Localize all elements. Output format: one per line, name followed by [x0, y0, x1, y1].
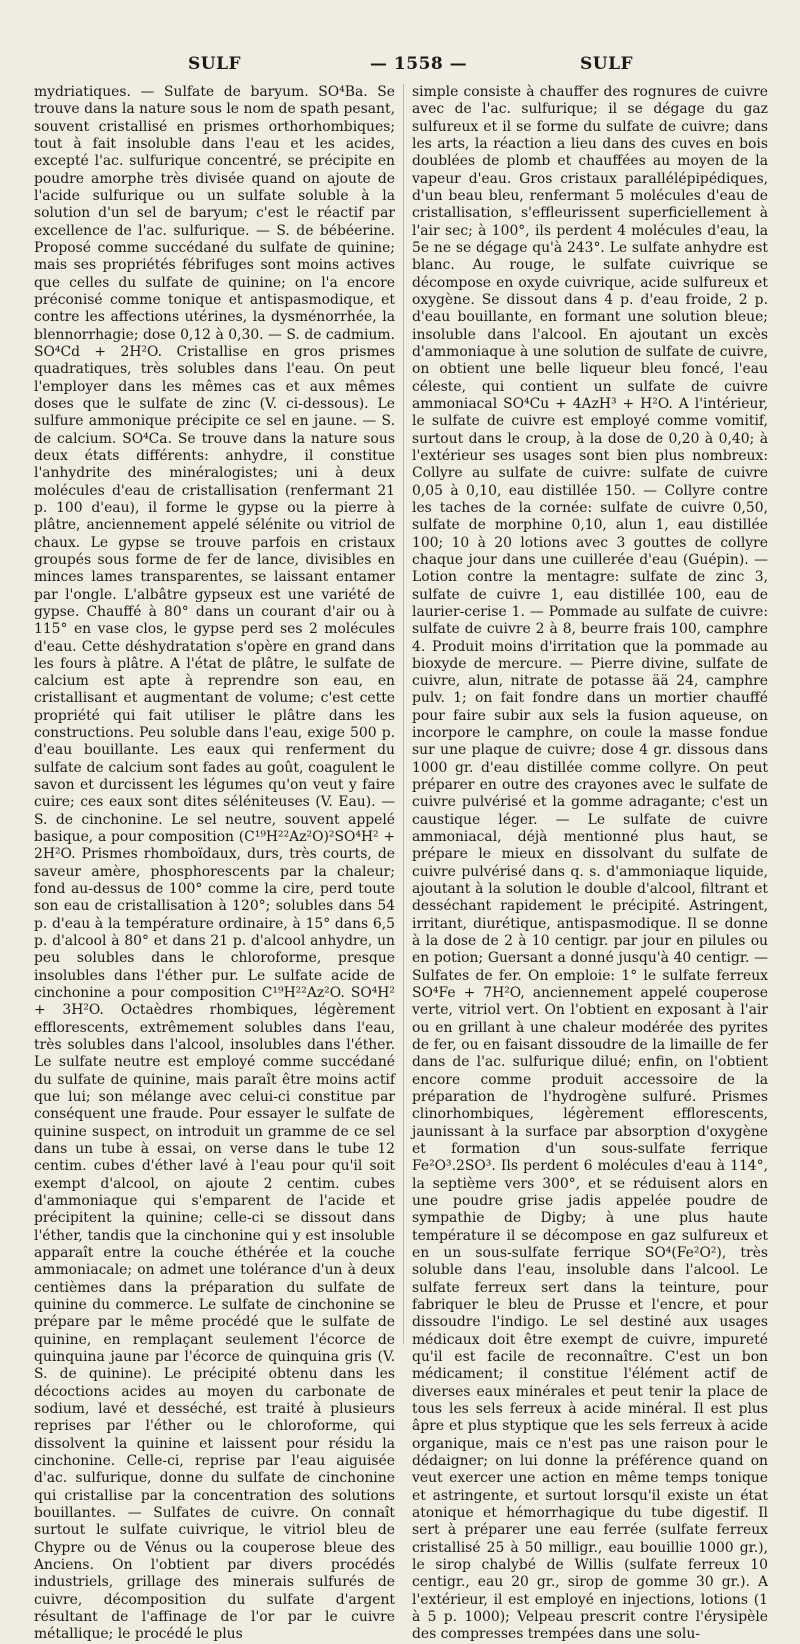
- running-header: [40, 54, 800, 80]
- page-number: — 1558 —: [370, 54, 468, 74]
- left-column-text: mydriatiques. — Sulfate de baryum. SO⁴Ba. Se trouve dans la nature sous le nom de spath pesant, souvent cristallisé en prismes orthorhombiques; tout à fait insoluble dans l'eau et les acides, excepté l'ac. sulfurique concentré, se précipite en poudre amorphe très divisée quand on ajoute de l'acide sulfurique ou un sulfate soluble à la solution d'un sel de baryum; c'est le réactif par excellence de l'ac. sulfurique. — S. de bébéerine. Proposé comme succédané du sulfate de quinine; mais ses propriétés fébrifuges sont moins actives que celles du sulfate de quinine; on l'a encore préconisé comme tonique et antispasmodique, et contre les affections utérines, la dysménorrhée, la blennorrhagie; dose 0,12 à 0,30. — S. de cadmium. SO⁴Cd + 2H²O. Cristallise en gros prismes quadratiques, très solubles dans l'eau. On peut l'employer dans les mêmes cas et aux mêmes doses que le sulfate de zinc (V. ci-dessous). Le sulfure ammonique précipite ce sel en jaune. — S. de calcium. SO⁴Ca. Se trouve dans la nature sous deux états différents: anhydre, il constitue l'anhydrite des minéralogistes; uni à deux molécules d'eau de cristallisation (renfermant 21 p. 100 d'eau), il forme le gypse ou la pierre à plâtre, anciennement appelé sélénite ou vitriol de chaux. Le gypse se trouve parfois en cristaux groupés sous forme de fer de lance, divisibles en minces lames transparentes, se laissant entamer par l'ongle. L'albâtre gypseux est une variété de gypse. Chauffé à 80° dans un courant d'air ou à 115° en vase clos, le gypse perd ses 2 molécules d'eau. Cette déshydratation s'opère en grand dans les fours à plâtre. A l'état de plâtre, le sulfate de calcium est apte à reprendre son eau, en cristallisant et augmentant de volume; c'est cette propriété qui fait utiliser le plâtre dans les constructions. Peu soluble dans l'eau, exige 500 p. d'eau bouillante. Les eaux qui renferment du sulfate de calcium sont fades au goût, coagulent le savon et durcissent les légumes qu'on veut y faire cuire; ces eaux sont dites séléniteuses (V. Eau). — S. de cinchonine. Le sel neutre, souvent appelé basique, a pour composition (C¹⁹H²²Az²O)²SO⁴H² + 2H²O. Prismes rhomboïdaux, durs, très courts, de saveur amère, phosphorescents par la chaleur; fond au-dessus de 100° comme la cire, perd toute son eau de cristallisation à 120°; solubles dans 54 p. d'eau à la température ordinaire, à 15° dans 6,5 p. d'alcool à 80° et dans 21 p. d'alcool anhydre, un peu solubles dans le chloroforme, presque insolubles dans l'éther pur. Le sulfate acide de cinchonine a pour composition C¹⁹H²²Az²O. SO⁴H² + 3H²O. Octaèdres rhombiques, légèrement efflorescents, extrêmement solubles dans l'eau, très solubles dans l'alcool, insolubles dans l'éther. Le sulfate neutre est employé comme succédané du sulfate de quinine, mais paraît être moins actif que lui; son mélange avec celui-ci constitue par conséquent une fraude. Pour essayer le sulfate de quinine suspect, on introduit un gramme de ce sel dans un tube à essai, on verse dans le tube 12 centim. cubes d'éther lavé à l'eau pour qu'il soit exempt d'alcool, on ajoute 2 centim. cubes d'ammoniaque qui s'emparent de l'acide et précipitent la quinine; celle-ci se dissout dans l'éther, tandis que la cinchonine qui y est insoluble apparaît entre la couche éthérée et la couche ammoniacale; on admet une tolérance d'un à deux centièmes dans la préparation du sulfate de quinine du commerce. Le sulfate de cinchonine se prépare par le même procédé que le sulfate de quinine, en remplaçant seulement l'écorce de quinquina jaune par l'écorce de quinquina gris (V. S. de quinine). Le précipité obtenu dans les décoctions acides au moyen du carbonate de sodium, lavé et desséché, est traité à plusieurs reprises par l'éther ou le chloroforme, qui dissolvent la quinine et laissent pour résidu la cinchonine. Celle-ci, reprise par l'eau aiguisée d'ac. sulfurique, donne du sulfate de cinchonine qui cristallise par la concentration des solutions bouillantes. — Sulfates de cuivre. On connaît surtout le sulfate cuivrique, le vitriol bleu de Chypre ou de Vénus ou la couperose bleue des Anciens. On l'obtient par divers procédés industriels, grillage des minerais sulfurés de cuivre, décomposition du sulfate d'argent résultant de l'affinage de l'or par le cuivre métallique; le procédé le plus: [34, 84, 395, 1643]
- left-column: [34, 84, 395, 1643]
- right-column: [412, 84, 768, 1643]
- column-divider: [403, 84, 404, 1344]
- right-column-text: simple consiste à chauffer des rognures de cuivre avec de l'ac. sulfurique; il se dégage du gaz sulfureux et il se forme du sulfate de cuivre; dans les arts, la réaction a lieu dans des cuves en bois doublées de plomb et chauffées au moyen de la vapeur d'eau. Gros cristaux parallélépipédiques, d'un beau bleu, renfermant 5 molécules d'eau de cristallisation, s'effleurissent superficiellement à l'air sec; à 100°, ils perdent 4 molécules d'eau, la 5e ne se dégage qu'à 243°. Le sulfate anhydre est blanc. Au rouge, le sulfate cuivrique se décompose en oxyde cuivrique, acide sulfureux et oxygène. Se dissout dans 4 p. d'eau froide, 2 p. d'eau bouillante, en formant une solution bleue; insoluble dans l'alcool. En ajoutant un excès d'ammoniaque à une solution de sulfate de cuivre, on obtient une belle liqueur bleu foncé, l'eau céleste, qui contient un sulfate de cuivre ammoniacal SO⁴Cu + 4AzH³ + H²O. A l'intérieur, le sulfate de cuivre est employé comme vomitif, surtout dans le croup, à la dose de 0,20 à 0,40; à l'extérieur ses usages sont bien plus nombreux: Collyre au sulfate de cuivre: sulfate de cuivre 0,05 à 0,10, eau distillée 150. — Collyre contre les taches de la cornée: sulfate de cuivre 0,50, sulfate de morphine 0,10, alun 1, eau distillée 100; 10 à 20 lotions avec 3 gouttes de collyre chaque jour dans une cuillerée d'eau (Guépin). — Lotion contre la mentagre: sulfate de zinc 3, sulfate de cuivre 1, eau distillée 100, eau de laurier-cerise 1. — Pommade au sulfate de cuivre: sulfate de cuivre 2 à 8, beurre frais 100, camphre 4. Produit moins d'irritation que la pommade au bioxyde de mercure. — Pierre divine, sulfate de cuivre, alun, nitrate de potasse ää 24, camphre pulv. 1; on fait fondre dans un mortier chauffé pour faire subir aux sels la fusion aqueuse, on incorpore le camphre, on coule la masse fondue sur une plaque de cuivre; dose 4 gr. dissous dans 1000 gr. d'eau distillée comme collyre. On peut préparer en outre des crayones avec le sulfate de cuivre pulvérisé et la gomme adragante; c'est un caustique léger. — Le sulfate de cuivre ammoniacal, déjà mentionné plus haut, se prépare le mieux en dissolvant du sulfate de cuivre pulvérisé dans q. s. d'ammoniaque liquide, ajoutant à la solution le double d'alcool, filtrant et desséchant rapidement le précipité. Astringent, irritant, diurétique, antispasmodique. Il se donne à la dose de 2 à 10 centigr. par jour en pilules ou en potion; Guersant a donné jusqu'à 40 centigr. — Sulfates de fer. On emploie: 1° le sulfate ferreux SO⁴Fe + 7H²O, anciennement appelé couperose verte, vitriol vert. On l'obtient en exposant à l'air ou en grillant à une chaleur modérée des pyrites de fer, ou en faisant dissoudre de la limaille de fer dans de l'ac. sulfurique dilué; enfin, on l'obtient encore comme produit accessoire de la préparation de l'hydrogène sulfuré. Prismes clinorhombiques, légèrement efflorescents, jaunissant à la surface par absorption d'oxygène et formation d'un sous-sulfate ferrique Fe²O³.2SO³. Ils perdent 6 molécules d'eau à 114°, la septième vers 300°, et se réduisent alors en une poudre grise jadis appelée poudre de sympathie de Digby; à une plus haute température il se décompose en gaz sulfureux et en un sous-sulfate ferrique SO⁴(Fe²O²), très soluble dans l'eau, insoluble dans l'alcool. Le sulfate ferreux sert dans la teinture, pour fabriquer le bleu de Prusse et l'encre, et pour dissoudre l'indigo. Le sel destiné aux usages médicaux doit être exempt de cuivre, impureté qu'il est facile de reconnaître. C'est un bon médicament; il constitue l'élément actif de diverses eaux minérales et peut tenir la place de tous les sels ferreux à acide minéral. Il est plus âpre et plus styptique que les sels ferreux à acide organique, mais ce n'est pas une raison pour le dédaigner; on lui donne la préférence quand on veut exercer une action en même temps tonique et astringente, et surtout lorsqu'il existe un état atonique et hémorrhagique du tube digestif. Il sert à préparer une eau ferrée (sulfate ferreux cristallisé 25 à 50 milligr., eau bouillie 1000 gr.), le sirop chalybé de Willis (sulfate ferreux 10 centigr., eau 20 gr., sirop de gomme 30 gr.). A l'extérieur, il est employé en injections, lotions (1 à 5 p. 1000); Velpeau prescrit contre l'érysipèle des compresses trempées dans une solu-: [412, 84, 768, 1643]
- header-left-word: SULF: [188, 54, 242, 74]
- header-right-word: SULF: [580, 54, 634, 74]
